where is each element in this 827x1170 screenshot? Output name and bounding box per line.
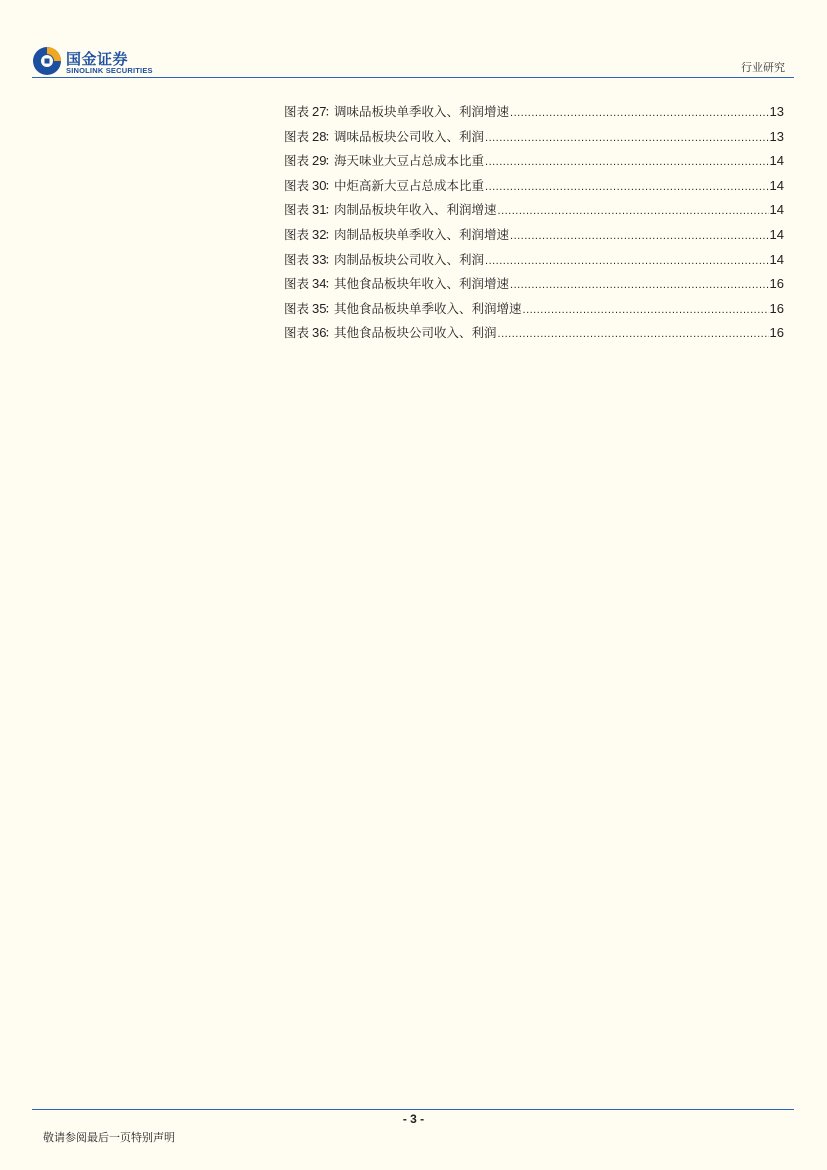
toc-entry-page: 14 (769, 153, 784, 169)
toc-entry-leader (523, 298, 769, 323)
sinolink-logo-icon (32, 46, 62, 76)
toc-entry-leader (498, 322, 769, 347)
toc-entry-title: 其他食品板块单季收入、利润增速 (334, 300, 522, 316)
toc-entry-leader (485, 150, 769, 175)
toc-entry-separator: ： (324, 177, 337, 193)
toc-entry-separator: ： (324, 202, 337, 218)
toc-entry[interactable] (284, 198, 784, 223)
company-logo (32, 46, 162, 78)
toc-entry[interactable] (284, 272, 784, 297)
toc-entry-leader (510, 224, 769, 249)
toc-entry-prefix: 图表 (284, 226, 310, 242)
toc-entry-number: 35 (312, 300, 327, 316)
toc-entry[interactable] (284, 297, 784, 322)
toc-entry-number: 34 (312, 276, 327, 292)
toc-entry-page: 16 (769, 276, 784, 292)
toc-entry-page: 13 (769, 128, 784, 144)
toc-entry-prefix: 图表 (284, 202, 310, 218)
toc-entry-title: 调味品板块单季收入、利润增速 (334, 104, 510, 119)
toc-entry-leader (498, 199, 769, 224)
page-header (0, 0, 827, 80)
toc-entry-separator: ： (324, 128, 337, 144)
toc-entry-page: 16 (769, 300, 784, 316)
page-number: - 3 - (402, 1112, 425, 1126)
toc-entry[interactable] (284, 321, 784, 346)
toc-entry-title: 中炬高新大豆占总成本比重 (334, 177, 485, 193)
header-divider (32, 77, 794, 78)
toc-entry-separator: ： (324, 276, 337, 292)
toc-entry-page: 14 (769, 251, 784, 267)
toc-entry-separator: ： (324, 300, 337, 316)
toc-entry-prefix: 图表 (284, 251, 310, 267)
toc-entry[interactable] (284, 248, 784, 273)
toc-entry[interactable] (284, 100, 784, 125)
footer-divider (32, 1109, 794, 1110)
brand-name-cn: 国金证券 (66, 50, 129, 68)
toc-entry-number: 36 (312, 325, 327, 341)
toc-entry-page: 14 (769, 226, 784, 242)
toc-entry-prefix: 图表 (284, 300, 310, 316)
toc-entry-title: 肉制品板块年收入、利润增速 (334, 202, 497, 218)
toc-entry-prefix: 图表 (284, 128, 310, 144)
toc-entry-page: 14 (769, 202, 784, 218)
disclaimer-text: 敬请参阅最后一页特别声明 (43, 1131, 175, 1144)
toc-entry-leader (485, 126, 769, 151)
toc-entry-separator: ： (324, 325, 337, 341)
toc-entry-separator: ： (324, 226, 337, 242)
toc-entry-leader (485, 175, 769, 200)
report-category: 行业研究 (741, 61, 785, 74)
toc-entry-separator: ： (324, 104, 337, 119)
toc-entry[interactable] (284, 174, 784, 199)
toc-entry-title: 调味品板块公司收入、利润 (334, 128, 485, 144)
toc-entry[interactable] (284, 223, 784, 248)
toc-entry-separator: ： (324, 251, 337, 267)
toc-entry-title: 海天味业大豆占总成本比重 (334, 153, 485, 169)
toc-entry-number: 29 (312, 153, 327, 169)
toc-entry-separator: ： (324, 153, 337, 169)
toc-entry-number: 28 (312, 128, 327, 144)
toc-entry-page: 14 (769, 177, 784, 193)
toc-entry-number: 30 (312, 177, 327, 193)
table-of-figures (284, 100, 784, 346)
toc-entry-prefix: 图表 (284, 104, 310, 119)
toc-entry-title: 其他食品板块年收入、利润增速 (334, 276, 510, 292)
toc-entry-prefix: 图表 (284, 177, 310, 193)
toc-entry-prefix: 图表 (284, 276, 310, 292)
toc-entry-title: 肉制品板块单季收入、利润增速 (334, 226, 510, 242)
toc-entry-number: 32 (312, 226, 327, 242)
brand-name-en: SINOLINK SECURITIES (66, 66, 153, 75)
toc-entry[interactable] (284, 125, 784, 150)
toc-entry-title: 其他食品板块公司收入、利润 (334, 325, 497, 341)
toc-entry-title: 肉制品板块公司收入、利润 (334, 251, 485, 267)
toc-entry-number: 33 (312, 251, 327, 267)
toc-entry-leader (485, 249, 769, 274)
toc-entry[interactable] (284, 149, 784, 174)
toc-entry-number: 31 (312, 202, 327, 218)
toc-entry-leader (510, 101, 769, 126)
toc-entry-leader (510, 273, 769, 298)
toc-entry-page: 16 (769, 325, 784, 341)
toc-entry-prefix: 图表 (284, 325, 310, 341)
toc-entry-page: 13 (769, 104, 784, 119)
toc-entry-prefix: 图表 (284, 153, 310, 169)
toc-entry-number: 27 (312, 104, 327, 119)
